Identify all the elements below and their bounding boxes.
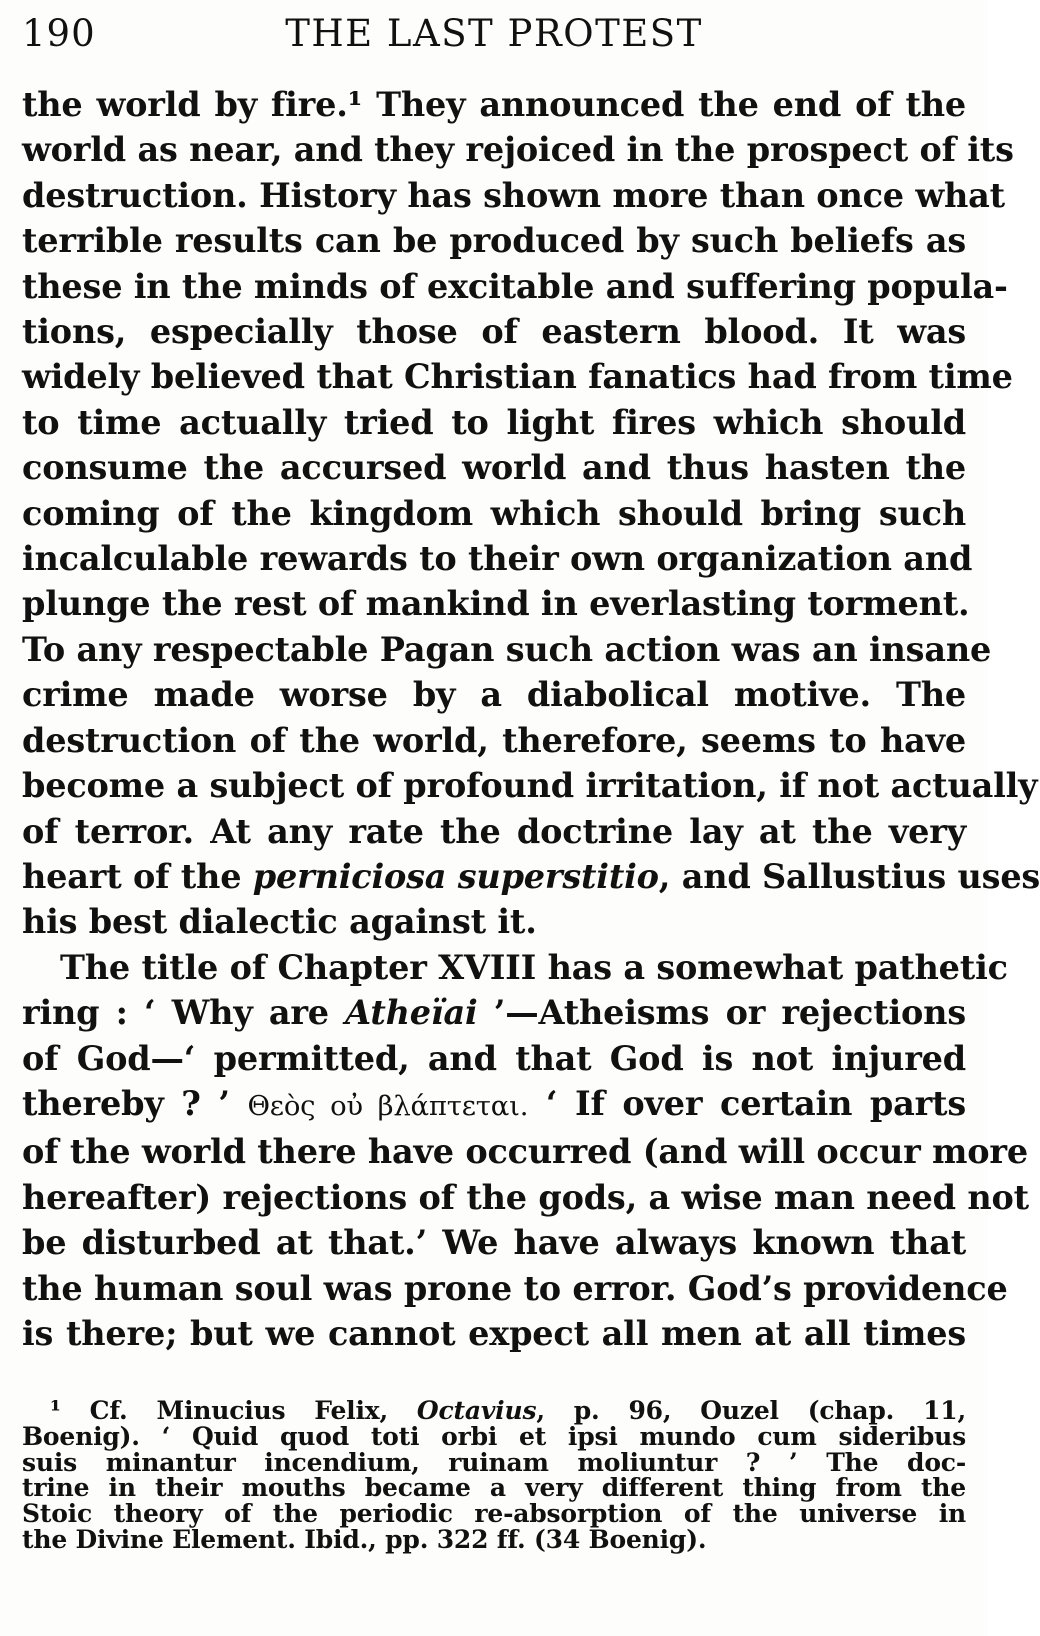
footnote-line: trine in their mouths became a very different thing from the [22,1473,966,1503]
footnote-line: the Divine Element. Ibid., pp. 322 ff. (34 Boenig). [22,1524,707,1554]
text-line [22,990,966,1035]
line-text: , p. 96, Ouzel (chap. 11, [536,1396,966,1425]
greek-quotation: Θεὸς οὐ βλάπτεται. [247,1090,529,1122]
line-text: ’—Atheisms or rejections [477,993,966,1033]
italic-phrase: perniciosa superstitio [252,856,659,896]
text-line: widely believed that Christian fanatics had from time [22,357,1013,397]
footnote-line: Stoic theory of the periodic re-absorption of the universe in [22,1499,966,1529]
line-text: thereby ? ’ [22,1083,248,1123]
italic-term: Atheïai [345,993,478,1033]
text-line: these in the minds of excitable and suffering popula- [22,266,1008,306]
line-text: heart of the [22,856,253,896]
text-line: is there; but we cannot expect all men at all times [22,1313,966,1353]
line-text: ‘ If over certain parts [528,1083,966,1123]
footnote-line [22,1398,966,1424]
text-line: be disturbed at that.’ We have always known that [22,1223,966,1263]
text-line [22,1081,966,1129]
text-line: to time actually tried to light fires which should [22,402,966,442]
text-line: of God—‘ permitted, and that God is not injured [22,1038,966,1078]
text-line: tions, especially those of eastern blood. It was [22,312,966,352]
text-line: crime made worse by a diabolical motive. The [22,675,966,715]
page-header [22,12,966,60]
text-line [22,854,1040,899]
footnote-line: Boenig). ‘ Quid quod toti orbi et ipsi mundo cum sideribus [22,1421,966,1451]
running-head: THE LAST PROTEST [285,12,703,55]
text-line: coming of the kingdom which should bring such [22,493,966,533]
text-line: world as near, and they rejoiced in the prospect of its [22,130,1014,170]
footnote [22,1398,966,1553]
text-line: incalculable rewards to their own organization and [22,539,973,579]
page-number: 190 [22,12,96,55]
text-line: the human soul was prone to error. God’s providence [22,1268,1008,1308]
italic-title: Octavius [416,1396,537,1425]
text-line: terrible results can be produced by such beliefs as [22,221,966,261]
text-line: To any respectable Pagan such action was an insane [22,629,992,669]
text-line: hereafter) rejections of the gods, a wise man need not [22,1177,1029,1217]
text-line: become a subject of profound irritation, if not actually [22,766,1038,806]
paragraph-end-line: his best dialectic against it. [22,902,537,942]
footnote-line: suis minantur incendium, ruinam moliuntur ? ’ The doc- [22,1447,966,1477]
text-line: consume the accursed world and thus hasten the [22,448,966,488]
body-text [22,82,1040,1356]
text-line: the world by fire.¹ They announced the end of the [22,85,966,124]
text-line: plunge the rest of mankind in everlasting torment. [22,584,970,624]
text-line: of terror. At any rate the doctrine lay at the very [22,811,966,851]
line-text: , and Sallustius uses [658,856,1040,896]
text-line: of the world there have occurred (and will occur more [22,1132,1028,1172]
paragraph-start-line: The title of Chapter XVIII has a somewhat pathetic [60,947,1008,987]
text-line: destruction. History has shown more than once what [22,175,1005,215]
line-text: ¹ Cf. Minucius Felix, [50,1396,417,1425]
line-text: ring : ‘ Why are [22,993,346,1033]
text-line: destruction of the world, therefore, seems to have [22,720,966,760]
